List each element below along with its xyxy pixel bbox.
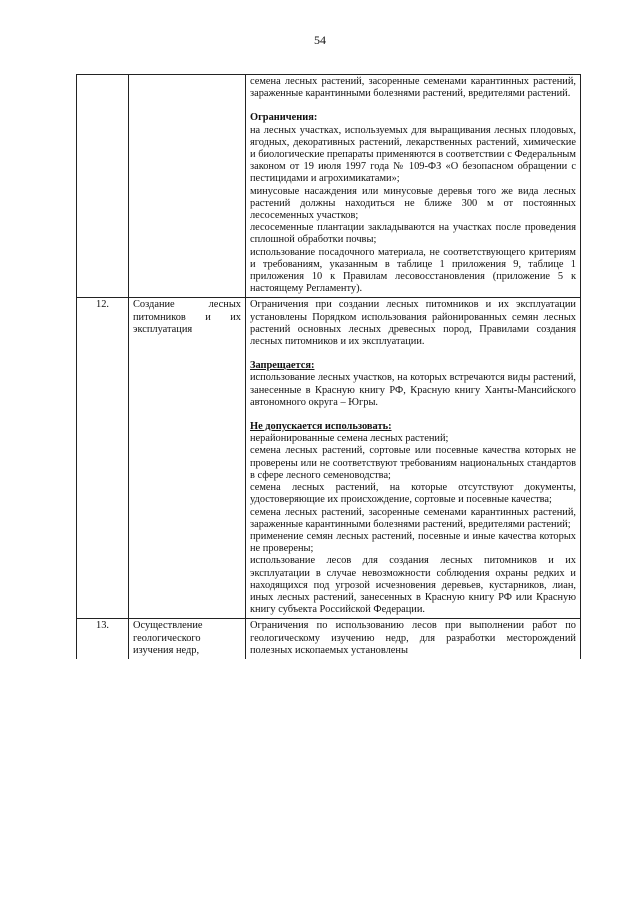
paragraph: использование лесных участков, на которых встречаются виды растений, занесенные в Красную книгу РФ, Красную книгу Ханты-Мансийского автономного округа – Югры.	[250, 372, 576, 408]
restrictions-cell	[246, 619, 581, 659]
page-number: 54	[314, 33, 326, 47]
paragraph: использование лесов для создания лесных питомников и их эксплуатации в случае невозможности соблюдения охраны редких и находящихся под угрозой исчезновения деревьев, кустарников, лиан, иных лесных растений, занесенных в Красную книгу РФ или Красную книгу субъекта Российской Федерации.	[250, 555, 576, 616]
row-number	[77, 75, 129, 298]
paragraph-gap	[250, 348, 576, 360]
table-body	[77, 75, 581, 659]
table-row	[77, 619, 581, 659]
regulation-table	[76, 74, 581, 659]
paragraph: семена лесных растений, засоренные семенами карантинных растений, зараженные карантинными болезнями растений, вредителями растений.	[250, 76, 576, 100]
paragraph: семена лесных растений, сортовые или посевные качества которых не проверены или не соответствуют требованиям национальных стандартов в сфере лесного семеноводства;	[250, 445, 576, 481]
paragraph-gap	[250, 409, 576, 421]
section-heading: Ограничения:	[250, 112, 318, 124]
section-heading: Не допускается использовать:	[250, 421, 392, 433]
table-row	[77, 298, 581, 619]
restrictions-cell	[246, 75, 581, 298]
paragraph: на лесных участках, используемых для выращивания лесных плодовых, ягодных, декоративных растений, лекарственных растений, химические и биологические препараты применяются в соответствии с Федеральным законом от 19 июля 1997 года № 109-ФЗ «О безопасном обращении с пестицидами и агрохимикатами»;	[250, 124, 576, 185]
activity-name: Создание лесных питомников и их эксплуатация	[129, 298, 246, 619]
paragraph: минусовые насаждения или минусовые деревья того же вида лесных растений должны находиться не ближе 300 м от постоянных лесосеменных участков;	[250, 185, 576, 222]
row-number: 13.	[77, 619, 129, 659]
restrictions-cell	[246, 298, 581, 619]
paragraph: нерайонированные семена лесных растений;	[250, 433, 449, 445]
paragraph: семена лесных растений, засоренные семенами карантинных растений, зараженные карантинными болезнями растений, вредителями растений;	[250, 506, 576, 530]
paragraph: семена лесных растений, на которые отсутствуют документы, удостоверяющие их происхождение, сортовые и посевные качества;	[250, 482, 576, 506]
activity-name: Осуществление геологического изучения недр,	[129, 619, 246, 659]
row-number: 12.	[77, 298, 129, 619]
paragraph: использование посадочного материала, не соответствующего критериям и требованиям, указанным в таблице 1 приложения 9, таблице 1 приложения 10 к Правилам лесовосстановления (приложение 5 к настоящему Регламенту).	[250, 246, 576, 295]
activity-name	[129, 75, 246, 298]
paragraph: применение семян лесных растений, посевные и иные качества которых не проверены;	[250, 530, 576, 555]
paragraph: Ограничения по использованию лесов при выполнении работ по геологическому изучению недр, для разработки месторождений полезных ископаемых установлены	[250, 620, 576, 656]
table-row	[77, 75, 581, 298]
paragraph-gap	[250, 100, 576, 112]
section-heading: Запрещается:	[250, 360, 315, 372]
paragraph: Ограничения при создании лесных питомников и их эксплуатации установлены Порядком использования районированных семян лесных растений основных лесных древесных пород, Правилами создания лесных питомников и их эксплуатации.	[250, 299, 576, 348]
paragraph: лесосеменные плантации закладываются на участках после проведения сплошной обработки почвы;	[250, 222, 576, 246]
